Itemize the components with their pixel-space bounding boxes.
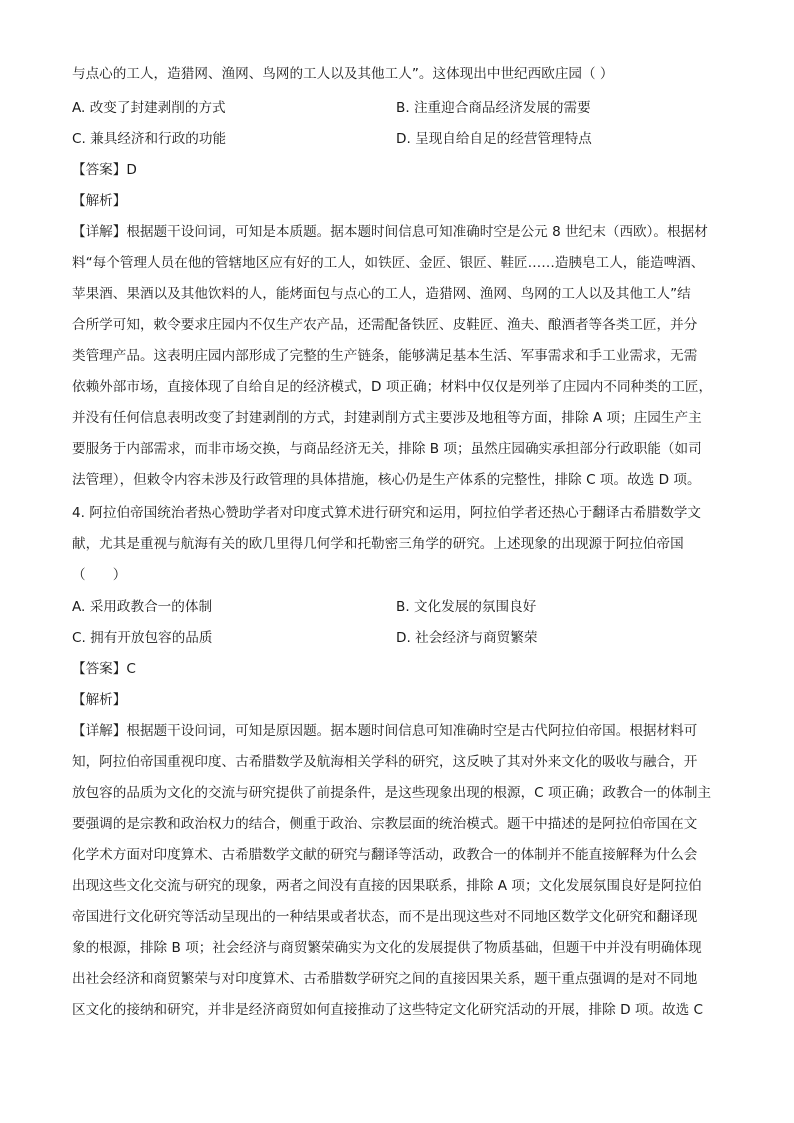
q3-detail-line: 要服务于内部需求，而非市场交换，与商品经济无关，排除 B 项；虽然庄园确实承担部分行政职能（如司	[72, 441, 702, 457]
q4-answer: 【答案】C	[72, 661, 136, 677]
q3-option-d: D. 呈现自给自足的经营管理特点	[396, 131, 592, 147]
q3-detail-line: 【详解】根据题干设问词，可知是本质题。据本题时间信息可知准确时空是公元 8 世纪末（西欧）。根据材	[72, 224, 708, 240]
q3-detail-line: 依赖外部市场，直接体现了自给自足的经济模式，D 项正确；材料中仅仅是列举了庄园内不同种类的工匠，	[72, 379, 713, 395]
q4-stem-line: （ ）	[72, 567, 127, 583]
q3-detail-line: 合所学可知，敕令要求庄园内不仅生产农产品，还需配备铁匠、皮鞋匠、渔夫、酿酒者等各类工匠，并分	[72, 317, 698, 333]
q4-option-a: A. 采用政教合一的体制	[72, 599, 213, 615]
q3-detail-line: 类管理产品。这表明庄园内部形成了完整的生产链条，能够满足基本生活、军事需求和手工业需求，无需	[72, 348, 698, 364]
q3-detail-line: 法管理），但敕令内容未涉及行政管理的具体措施，核心仍是生产体系的完整性，排除 C 项。故选 D 项。	[72, 472, 701, 488]
q4-option-b: B. 文化发展的氛围良好	[396, 599, 537, 615]
q4-detail-line: 化学术方面对印度算术、古希腊数学文献的研究与翻译等活动，政教合一的体制并不能直接解释为什么会	[72, 847, 698, 863]
q4-stem-line: 4. 阿拉伯帝国统治者热心赞助学者对印度式算术进行研究和运用，阿拉伯学者还热心于翻译古希腊数学文	[72, 505, 702, 521]
q4-option-c: C. 拥有开放包容的品质	[72, 630, 213, 646]
q3-stem-tail: 与点心的工人，造猎网、渔网、鸟网的工人以及其他工人”。这体现出中世纪西欧庄园（ ）	[72, 66, 614, 82]
q4-detail-line: 放包容的品质为文化的交流与研究提供了前提条件，是这些现象出现的根源，C 项正确；政教合一的体制主	[72, 785, 712, 801]
q4-analysis-label: 【解析】	[72, 692, 127, 708]
q3-detail-line: 料“每个管理人员在他的管辖地区应有好的工人，如铁匠、金匠、银匠、鞋匠……造胰皂工人，能造啤酒、	[72, 255, 705, 271]
q4-stem-line: 献，尤其是重视与航海有关的欧几里得几何学和托勒密三角学的研究。上述现象的出现源于阿拉伯帝国	[72, 536, 684, 552]
q3-analysis-label: 【解析】	[72, 193, 127, 209]
q3-detail-line: 苹果酒、果酒以及其他饮料的人，能烤面包与点心的工人，造猎网、渔网、鸟网的工人以及其他工人”结	[72, 286, 691, 302]
q4-detail-line: 帝国进行文化研究等活动呈现出的一种结果或者状态，而不是出现这些对不同地区数学文化研究和翻译现	[72, 909, 698, 925]
q3-answer: 【答案】D	[72, 162, 137, 178]
q4-detail-line: 知，阿拉伯帝国重视印度、古希腊数学及航海相关学科的研究，这反映了其对外来文化的吸收与融合，开	[72, 754, 698, 770]
q3-option-a: A. 改变了封建剥削的方式	[72, 100, 226, 116]
q3-option-b: B. 注重迎合商品经济发展的需要	[396, 100, 591, 116]
q3-detail-line: 并没有任何信息表明改变了封建剥削的方式，封建剥削方式主要涉及地租等方面，排除 A 项；庄园生产主	[72, 410, 702, 426]
q4-detail-line: 【详解】根据题干设问词，可知是原因题。据本题时间信息可知准确时空是古代阿拉伯帝国。根据材料可	[72, 723, 698, 739]
q3-option-c: C. 兼具经济和行政的功能	[72, 131, 227, 147]
q4-detail-line: 象的根源，排除 B 项；社会经济与商贸繁荣确实为文化的发展提供了物质基础，但题干中并没有明确体现	[72, 940, 702, 956]
q4-detail-line: 出现这些文化交流与研究的现象，两者之间没有直接的因果联系，排除 A 项；文化发展氛围良好是阿拉伯	[72, 878, 702, 894]
q4-detail-line: 出社会经济和商贸繁荣与对印度算术、古希腊数学研究之间的直接因果关系，题干重点强调的是对不同地	[72, 971, 698, 987]
q4-detail-line: 要强调的是宗教和政治权力的结合，侧重于政治、宗教层面的统治模式。题干中描述的是阿拉伯帝国在文	[72, 816, 698, 832]
q4-option-d: D. 社会经济与商贸繁荣	[396, 630, 538, 646]
q4-detail-line: 区文化的接纳和研究，并非是经济商贸如何直接推动了这些特定文化研究活动的开展，排除 D 项。故选 C	[72, 1002, 704, 1018]
